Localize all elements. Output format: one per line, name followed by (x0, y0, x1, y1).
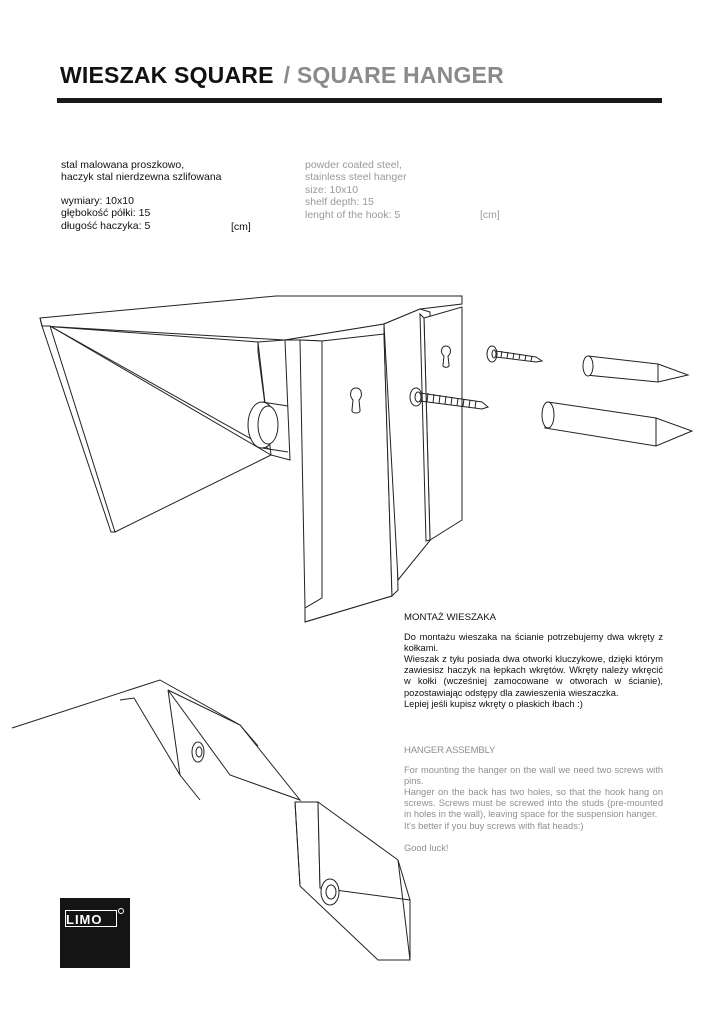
spec-hook: lenght of the hook: 5 (305, 208, 401, 221)
assembly-closing: Good luck! (404, 842, 449, 853)
spec-line: haczyk stal nierdzewna szlifowana (61, 171, 222, 184)
hanger-drawing (40, 296, 462, 622)
title-polish: WIESZAK SQUARE (60, 62, 274, 88)
assembly-paragraph: Hanger on the back has two holes, so that the hook hang on screws. Screws must be screwed into the studs (pre-mounted in holes in the wall), leaving space for the suspension hanger. (404, 787, 663, 820)
title-english: / SQUARE HANGER (283, 62, 504, 88)
assembly-paragraph: Lepiej jeśli kupisz wkręty o płaskich łbach :) (404, 698, 583, 709)
assembly-instructions-english (404, 745, 663, 854)
spec-depth: głębokość półki: 15 (61, 207, 151, 220)
assembly-paragraph: For mounting the hanger on the wall we need two screws with pins. (404, 765, 663, 787)
logo-text: LIMO (66, 912, 103, 927)
assembly-heading-english: HANGER ASSEMBLY (404, 745, 496, 756)
spec-size: size: 10x10 (305, 183, 359, 196)
spec-hook: długość haczyka: 5 (61, 219, 151, 232)
unit-label-polish: [cm] (231, 221, 251, 233)
spec-line: stal malowana proszkowo, (61, 159, 185, 171)
unit-label-english: [cm] (480, 209, 500, 221)
spec-depth: shelf depth: 15 (305, 196, 374, 209)
spec-line: stainless steel hanger (305, 171, 407, 184)
assembly-heading-polish: MONTAŻ WIESZAKA (404, 612, 497, 623)
wall-plugs-drawing (542, 356, 692, 446)
spec-line: powder coated steel, (305, 159, 402, 171)
assembly-paragraph: Wieszak z tyłu posiada dwa otworki kluczykowe, dzięki którym zawiesisz haczyk na łepkach wkrętów. Wkręty należy wkręcić w kołki (wcześniej zamocowane w otworach w ścianie), pozostawiając odstępy dla zawieszenia wieszaczka. (404, 654, 663, 698)
assembly-paragraph: It's better if you buy screws with flat heads:) (404, 820, 584, 831)
logo-degree-mark (118, 908, 124, 914)
limo-logo (60, 898, 130, 968)
spec-size: wymiary: 10x10 (61, 194, 134, 207)
assembly-instructions-polish (404, 612, 663, 710)
assembly-paragraph: Do montażu wieszaka na ścianie potrzebujemy dwa wkręty z kołkami. (404, 632, 663, 654)
